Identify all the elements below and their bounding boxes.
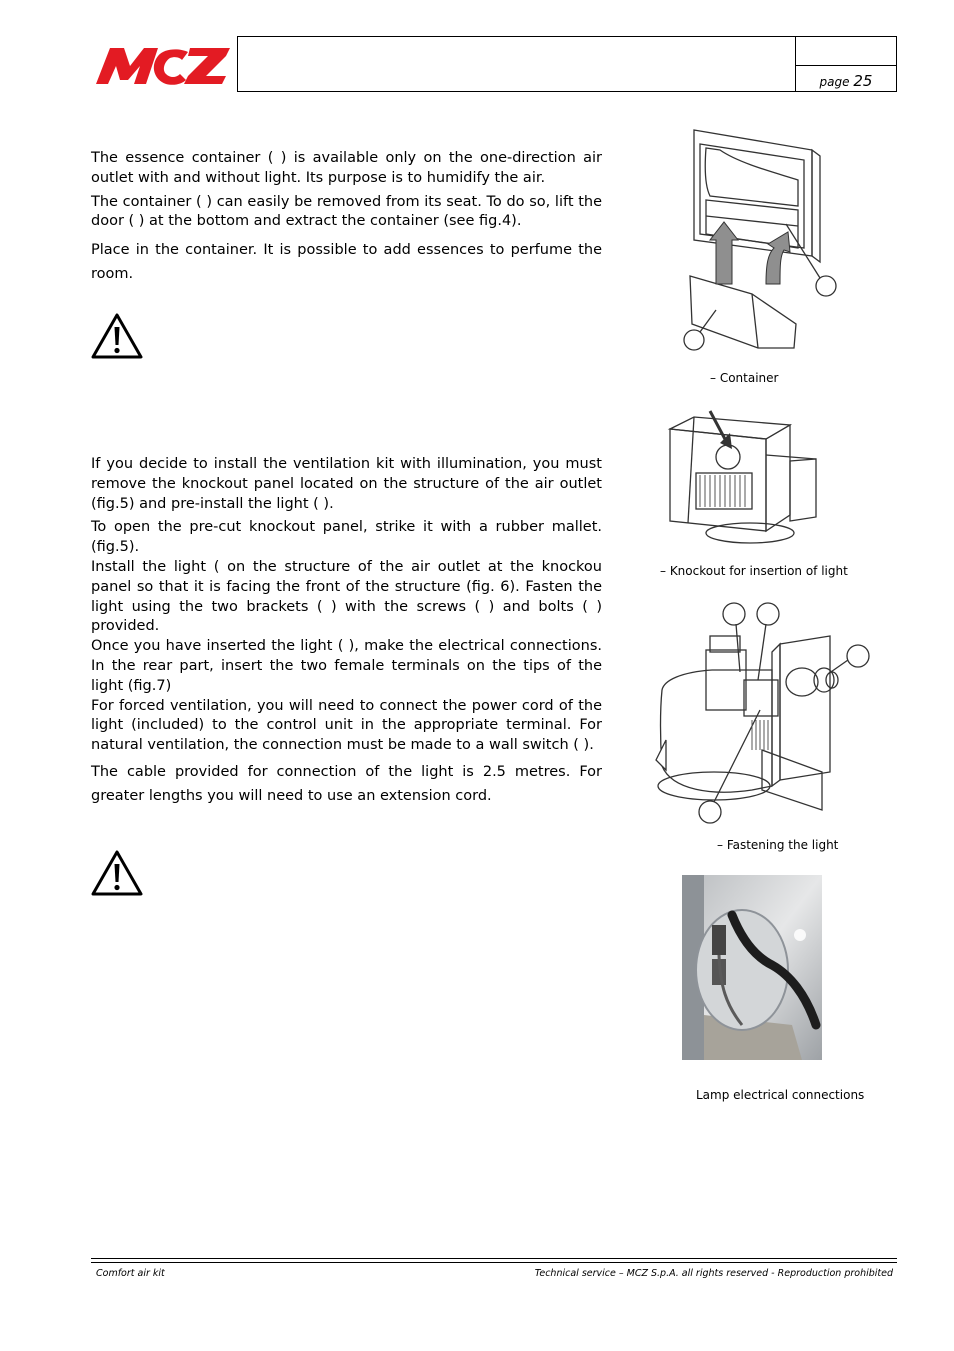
paragraph: Place in the container. It is possible to add essences to perfume the room. bbox=[91, 242, 602, 283]
paragraph: To open the pre-cut knockout panel, strike it with a rubber mallet. (fig.5). bbox=[91, 519, 602, 556]
figure-caption: – Container bbox=[710, 371, 779, 385]
paragraph: The container ( ) can easily be removed from its seat. To do so, lift the door ( ) at the bottom and extract the container (see fig.4). bbox=[91, 193, 602, 230]
container-figure bbox=[680, 124, 840, 356]
paragraph: If you decide to install the ventilation kit with illumination, you must remove the knockout panel located on the structure of the air outlet (fig.5) and pre-install the light ( ). bbox=[91, 456, 602, 512]
footer-rule bbox=[91, 1258, 897, 1259]
page-prefix: page bbox=[819, 75, 850, 89]
figure-caption: – Knockout for insertion of light bbox=[660, 564, 848, 578]
page-number: 25 bbox=[853, 72, 873, 90]
paragraph: Install the light ( on the structure of the air outlet at the knockou panel so that it is facing the front of the structure (fig. 6). Fasten the light using the two brackets ( ) with the screws ( ) and bolts ( ) provided. bbox=[91, 558, 602, 635]
knockout-figure bbox=[666, 405, 822, 545]
paragraph: The essence container ( ) is available only on the one-direction air outlet with and without light. Its purpose is to humidify the air. bbox=[91, 150, 602, 186]
figure-caption: Lamp electrical connections bbox=[696, 1088, 865, 1102]
paragraph: For forced ventilation, you will need to connect the power cord of the light (included) to the control unit in the appropriate terminal. For natural ventilation, the connection must be made to a wall switch ( ). bbox=[91, 697, 602, 754]
page-number-label bbox=[796, 72, 896, 90]
warning-icon bbox=[90, 849, 144, 897]
footer-rule bbox=[91, 1262, 897, 1263]
warning-icon bbox=[90, 312, 144, 360]
fastening-light-figure bbox=[652, 600, 874, 826]
lamp-connections-photo bbox=[682, 875, 822, 1060]
figure-caption: – Fastening the light bbox=[717, 838, 839, 852]
mcz-logo bbox=[92, 44, 232, 88]
footer-doc-title: Comfort air kit bbox=[96, 1268, 165, 1279]
paragraph: The cable provided for connection of the light is 2.5 metres. For greater lengths you will need to use an extension cord. bbox=[91, 763, 602, 804]
footer-copyright: Technical service – MCZ S.p.A. all rights reserved - Reproduction prohibited bbox=[534, 1268, 893, 1279]
paragraph: Once you have inserted the light ( ), make the electrical connections. In the rear part, insert the two female terminals on the tips of the light (fig.7) bbox=[91, 638, 602, 694]
essence-section-text bbox=[91, 149, 602, 286]
light-section-text bbox=[91, 455, 602, 808]
header-divider bbox=[795, 65, 897, 66]
